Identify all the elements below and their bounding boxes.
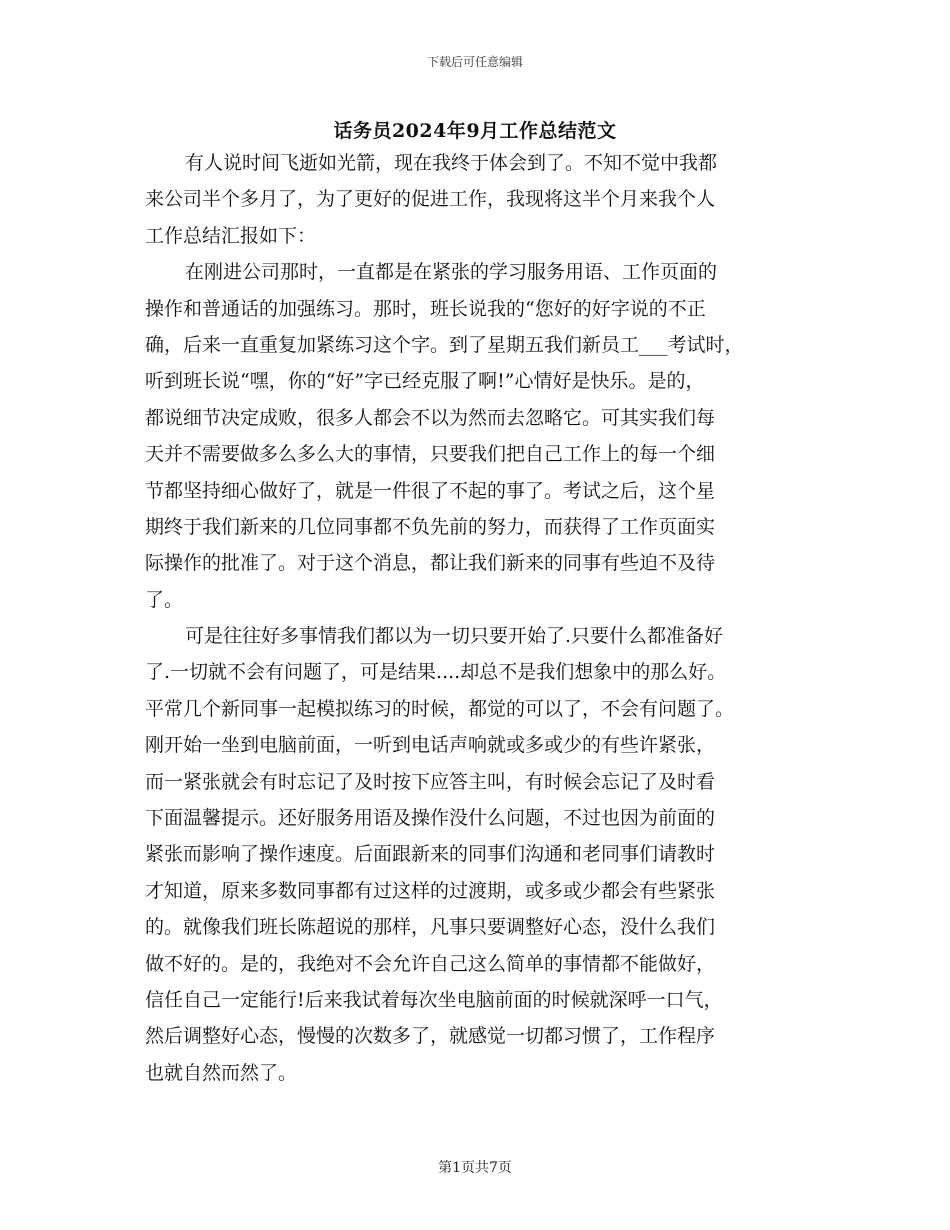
body-line-6: 确，后来一直重复加紧练习这个字。到了星期五我们新员工___考试时， [145,333,744,356]
body-line-18: 而一紧张就会有时忘记了及时按下应答主叫，有时候会忘记了及时看 [145,770,716,793]
body-line-1: 有人说时间飞逝如光箭，现在我终于体会到了。不知不觉中我都 [185,152,718,174]
page-number: 第1页共7页 [438,1160,512,1176]
body-line-3: 工作总结汇报如下： [145,224,317,247]
body-line-22: 的。就像我们班长陈超说的那样，凡事只要调整好心态，没什么我们 [145,916,716,939]
body-line-9: 天并不需要做多么多么大的事情，只要我们把自己工作上的每一个细 [145,443,716,466]
body-line-11: 期终于我们新来的几位同事都不负先前的努力，而获得了工作页面实 [145,515,716,538]
document-body [145,145,805,1091]
body-line-5: 操作和普通话的加强练习。那时，班长说我的“您好的好字说的不正 [145,297,706,320]
document-title: 话务员2024年9月工作总结范文 [333,120,617,142]
page-header-note: 下载后可任意编辑 [426,55,523,69]
body-line-23: 做不好的。是的，我绝对不会允许自己这么简单的事情都不能做好， [145,952,716,975]
body-line-10: 节都坚持细心做好了，就是一件很了不起的事了。考试之后，这个星 [145,479,716,502]
body-line-20: 紧张而影响了操作速度。后面跟新来的同事们沟通和老同事们请教时 [145,843,716,866]
body-line-26: 也就自然而然了。 [145,1061,298,1084]
body-line-17: 刚开始一坐到电脑前面，一听到电话声响就或多或少的有些许紧张， [145,734,716,757]
body-line-25: 然后调整好心态，慢慢的次数多了，就感觉一切都习惯了，工作程序 [145,1025,716,1048]
body-line-13: 了。 [145,588,184,611]
body-line-4: 在刚进公司那时，一直都是在紧张的学习服务用语、工作页面的 [185,261,718,284]
body-line-24: 信任自己一定能行!后来我试着每次坐电脑前面的时候就深呼一口气， [145,988,723,1011]
body-line-7: 听到班长说“嘿，你的“好”字已经克服了啊!”心情好是快乐。是的， [145,370,705,393]
body-line-19: 下面温馨提示。还好服务用语及操作没什么问题，不过也因为前面的 [145,807,716,830]
body-line-15: 了.一切就不会有问题了，可是结果....却总不是我们想象中的那么好。 [145,661,727,684]
body-line-14: 可是往往好多事情我们都以为一切只要开始了.只要什么都准备好 [185,625,724,648]
body-line-8: 都说细节决定成败，很多人都会不以为然而去忽略它。可其实我们每 [145,406,716,429]
body-line-21: 才知道，原来多数同事都有过这样的过渡期，或多或少都会有些紧张 [145,879,716,902]
body-line-16: 平常几个新同事一起模拟练习的时候，都觉的可以了，不会有问题了。 [145,697,735,720]
body-line-2: 来公司半个多月了，为了更好的促进工作，我现将这半个月来我个人 [145,188,716,211]
body-line-12: 际操作的批准了。对于这个消息，都让我们新来的同事有些迫不及待 [145,552,716,575]
